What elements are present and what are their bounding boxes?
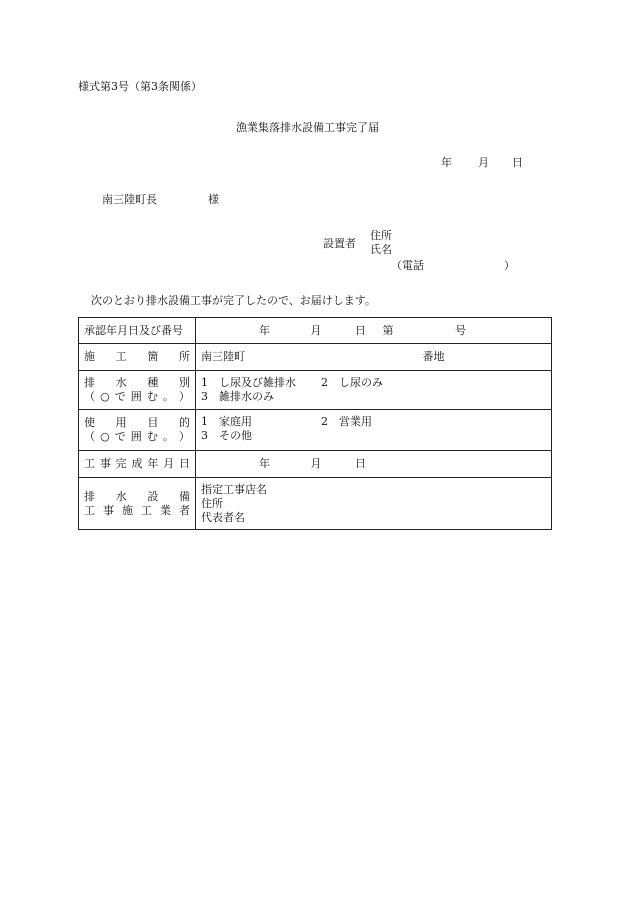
contractor-label: 排 水 設 備 工 事 施 工 業 者 [79, 478, 196, 530]
contractor-representative-label: 代表者名 [201, 510, 245, 524]
location-row [79, 344, 552, 371]
date-year-label: 年 [441, 156, 452, 169]
completion-month: 月 [310, 457, 322, 470]
purpose-note: （ ○ で 囲 む 。 ） [84, 430, 190, 443]
applicant-label: 設置者 [323, 237, 356, 250]
completion-date-value[interactable] [196, 451, 552, 478]
drainage-option-1[interactable]: 1 し尿及び雑排水 [201, 376, 296, 389]
contractor-address-label: 住所 [201, 496, 223, 510]
applicant-address-label: 住所 [370, 229, 392, 242]
contractor-row [79, 478, 552, 530]
contractor-value[interactable] [196, 478, 552, 530]
purpose-option-3[interactable]: 3 その他 [201, 429, 252, 442]
intro-text: 次のとおり排水設備工事が完了したので、お届けします。 [91, 294, 376, 307]
purpose-option-2[interactable]: 2 営業用 [321, 415, 372, 428]
location-label: 施 工 箇 所 [79, 344, 196, 371]
completion-year: 年 [259, 457, 270, 470]
approval-dai: 第 [382, 323, 394, 337]
date-day-label: 日 [512, 156, 523, 169]
addressee-name: 南三陸町長 [102, 193, 157, 206]
date-month-label: 月 [478, 156, 489, 169]
purpose-label: 使 用 目 的 （ ○ で 囲 む 。 ） [79, 410, 196, 451]
completion-form-table [78, 317, 552, 530]
completion-day: 日 [355, 457, 366, 470]
approval-label: 承認年月日及び番号 [79, 318, 196, 344]
approval-year: 年 [259, 323, 270, 337]
applicant-phone-close: ） [504, 259, 515, 272]
drainage-option-3[interactable]: 3 雑排水のみ [201, 390, 274, 403]
completion-date-row [79, 451, 552, 478]
form-code: 様式第3号（第3条関係） [78, 80, 202, 93]
document-title: 漁業集落排水設備工事完了届 [236, 121, 379, 134]
drainage-type-options [196, 371, 552, 410]
location-town: 南三陸町 [201, 350, 245, 363]
purpose-option-1[interactable]: 1 家庭用 [201, 415, 252, 428]
applicant-phone-open: （電話 [391, 259, 424, 272]
completion-date-label: 工 事 完 成 年 月 日 [79, 451, 196, 478]
location-banchi: 番地 [422, 350, 445, 363]
drainage-type-note: （ ○ で 囲 む 。 ） [84, 390, 190, 403]
purpose-row [79, 410, 552, 451]
approval-month: 月 [310, 323, 322, 337]
contractor-shop-name-label: 指定工事店名 [201, 482, 267, 496]
drainage-type-label: 排 水 種 別 （ ○ で 囲 む 。 ） [79, 371, 196, 410]
approval-day: 日 [355, 323, 366, 337]
addressee-honorific: 様 [208, 193, 219, 206]
purpose-options [196, 410, 552, 451]
approval-value[interactable] [196, 318, 552, 344]
drainage-option-2[interactable]: 2 し尿のみ [321, 376, 383, 389]
approval-go: 号 [455, 323, 466, 337]
location-value[interactable] [196, 344, 552, 371]
drainage-type-row [79, 371, 552, 410]
approval-row [79, 318, 552, 344]
applicant-name-label: 氏名 [370, 243, 392, 256]
